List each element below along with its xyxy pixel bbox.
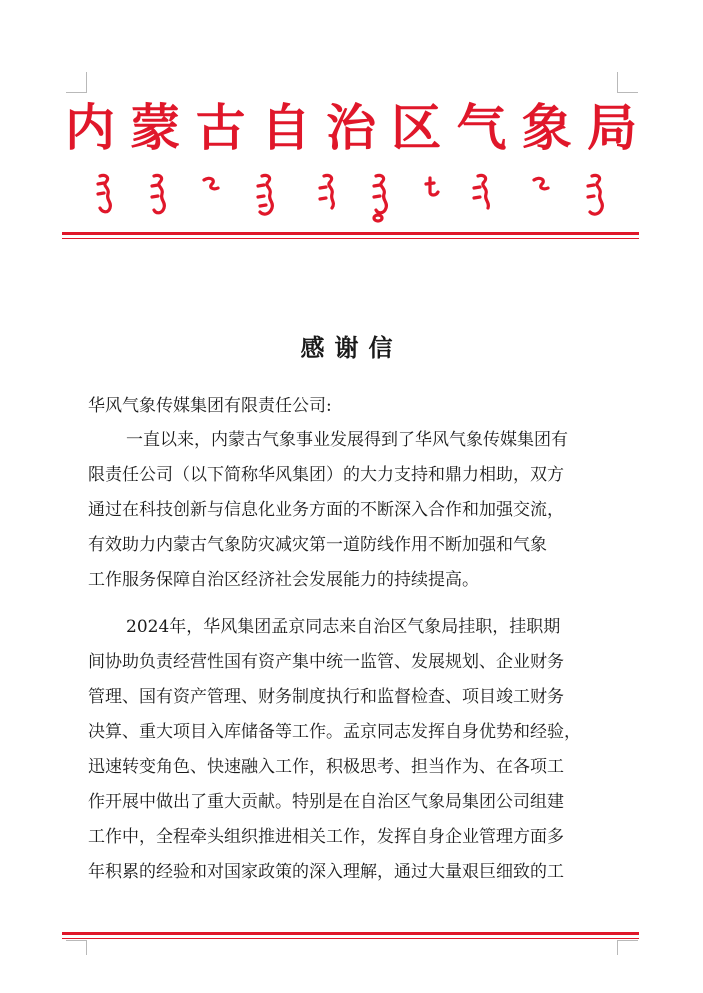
paragraph-line: 通过在科技创新与信息化业务方面的不断深入合作和加强交流， (88, 500, 564, 520)
agency-name-char: 蒙 (130, 98, 181, 157)
agency-name-char: 治 (326, 98, 376, 157)
agency-name-char: 气 (456, 98, 507, 157)
header-rule-thin (62, 238, 639, 239)
paragraph-line: 工作中，全程牵头组织推进相关工作，发挥自身企业管理方面多 (88, 827, 564, 847)
paragraph-line: 有效助力内蒙古气象防灾减灾第一道防线作用不断加强和气象 (88, 535, 547, 555)
footer-rule-thin (62, 938, 639, 939)
paragraph-line: 工作服务保障自治区经济社会发展能力的持续提高。 (88, 570, 479, 590)
letterhead-agency-name (62, 96, 640, 160)
footer-rule-thick (62, 932, 639, 935)
agency-name-char: 自 (260, 98, 311, 157)
agency-name-char: 象 (521, 98, 572, 157)
paragraph-line: 管理、国有资产管理、财务制度执行和监督检查、项目竣工财务 (88, 687, 564, 707)
paragraph-line: 年积累的经验和对国家政策的深入理解，通过大量艰巨细致的工 (88, 862, 564, 882)
mongolian-script-name-graphic (92, 170, 612, 226)
crop-mark-top-right (617, 72, 638, 93)
paragraph-line: 一直以来，内蒙古气象事业发展得到了华风气象传媒集团有 (126, 430, 568, 450)
agency-name-char: 区 (391, 98, 442, 157)
paragraph-line: 2024年，华风集团孟京同志来自治区气象局挂职，挂职期 (126, 617, 561, 637)
paragraph-line: 迅速转变角色、快速融入工作，积极思考、担当作为、在各项工 (88, 757, 564, 777)
crop-mark-bottom-right (617, 940, 638, 955)
letter-title: 感谢信 (300, 333, 403, 362)
letter-paragraph-1 (88, 423, 620, 598)
paragraph-line: 间协助负责经营性国有资产集中统一监管、发展规划、企业财务 (88, 652, 564, 672)
crop-mark-top-left (66, 72, 87, 93)
agency-name-char: 古 (195, 98, 246, 157)
letter-salutation: 华风气象传媒集团有限责任公司: (88, 396, 332, 416)
paragraph-line: 决算、重大项目入库储备等工作。孟京同志发挥自身优势和经验， (88, 722, 581, 742)
paragraph-line: 限责任公司（以下简称华风集团）的大力支持和鼎力相助，双方 (88, 465, 564, 485)
agency-name-char: 内 (65, 98, 115, 157)
paragraph-line: 作开展中做出了重大贡献。特别是在自治区气象局集团公司组建 (88, 792, 564, 812)
crop-mark-bottom-left (66, 940, 87, 955)
header-rule-thick (62, 232, 639, 235)
agency-name-char: 局 (587, 98, 637, 157)
letter-paragraph-2 (88, 610, 620, 890)
